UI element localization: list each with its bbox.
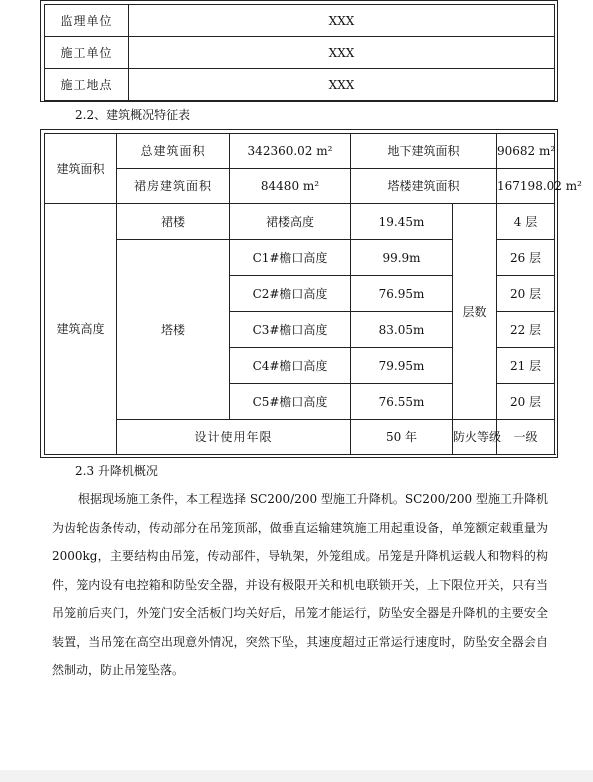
- c3-eave-height-label: C3#檐口高度: [230, 312, 351, 348]
- construction-site-value: XXX: [129, 69, 555, 101]
- c2-floors: 20 层: [497, 276, 555, 312]
- table-row: [45, 134, 555, 169]
- podium-height-label: 裙楼高度: [230, 204, 351, 240]
- podium-area-value: 84480 m²: [230, 169, 351, 204]
- project-info-table: [44, 4, 555, 101]
- service-life-value: 50 年: [351, 420, 453, 455]
- underground-area-value: 90682 m²: [497, 134, 555, 169]
- table-row: [45, 37, 555, 69]
- c4-eave-height-label: C4#檐口高度: [230, 348, 351, 384]
- building-area-label: 建筑面积: [45, 134, 117, 204]
- c4-floors: 21 层: [497, 348, 555, 384]
- c1-eave-height-label: C1#檐口高度: [230, 240, 351, 276]
- tower-area-label: 塔楼建筑面积: [351, 169, 497, 204]
- c4-eave-height-value: 79.95m: [351, 348, 453, 384]
- table-row: [45, 69, 555, 101]
- podium-floors: 4 层: [497, 204, 555, 240]
- table-row: [45, 420, 555, 455]
- c2-eave-height-value: 76.95m: [351, 276, 453, 312]
- construction-unit-label: 施工单位: [45, 37, 129, 69]
- total-area-label: 总建筑面积: [117, 134, 230, 169]
- building-overview-table: [44, 133, 582, 455]
- construction-unit-value: XXX: [129, 37, 555, 69]
- elevator-overview-paragraph: 根据现场施工条件，本工程选择 SC200/200 型施工升降机。SC200/200 型施工升降机为齿轮齿条传动，传动部分在吊笼顶部，做垂直运输建筑施工用起重设备，单笼额定载重量为 2000kg，主要结构由吊笼，传动部件，导轨架，外笼组成。吊笼是升降机运载人和物料的构件，笼内设有电控箱和防坠安全器，并设有极限开关和机电联锁开关，上下限位开关，只有当吊笼前后夹门，外笼门安全活板门均关好后，吊笼才能运行，防坠安全器是升降机的主要安全装置，当吊笼在高空出现意外情况，突然下坠，其速度超过正常运行速度时，防坠安全器会自然制动，防止吊笼坠落。: [52, 492, 548, 677]
- table-row: [45, 204, 555, 240]
- building-height-label: 建筑高度: [45, 204, 117, 455]
- c5-eave-height-value: 76.55m: [351, 384, 453, 420]
- floors-label: 层数: [453, 204, 497, 420]
- table-row: [45, 169, 555, 204]
- underground-area-label: 地下建筑面积: [351, 134, 497, 169]
- c5-floors: 20 层: [497, 384, 555, 420]
- tower-label: 塔楼: [117, 240, 230, 420]
- c1-eave-height-value: 99.9m: [351, 240, 453, 276]
- fire-rating-value: 一级: [497, 420, 555, 455]
- fire-rating-label: 防火等级: [453, 420, 497, 455]
- tower-area-value: 167198.02 m²: [497, 169, 555, 204]
- c1-floors: 26 层: [497, 240, 555, 276]
- podium-area-label: 裙房建筑面积: [117, 169, 230, 204]
- podium-height-value: 19.45m: [351, 204, 453, 240]
- section-2-3-heading: 2.3 升降机概况: [75, 464, 158, 478]
- construction-site-label: 施工地点: [45, 69, 129, 101]
- supervision-unit-label: 监理单位: [45, 5, 129, 37]
- c5-eave-height-label: C5#檐口高度: [230, 384, 351, 420]
- service-life-label: 设计使用年限: [117, 420, 351, 455]
- podium-label: 裙楼: [117, 204, 230, 240]
- supervision-unit-value: XXX: [129, 5, 555, 37]
- c2-eave-height-label: C2#檐口高度: [230, 276, 351, 312]
- table-row: [45, 5, 555, 37]
- total-area-value: 342360.02 m²: [230, 134, 351, 169]
- section-2-2-heading: 2.2、建筑概况特征表: [75, 108, 191, 122]
- c3-eave-height-value: 83.05m: [351, 312, 453, 348]
- c3-floors: 22 层: [497, 312, 555, 348]
